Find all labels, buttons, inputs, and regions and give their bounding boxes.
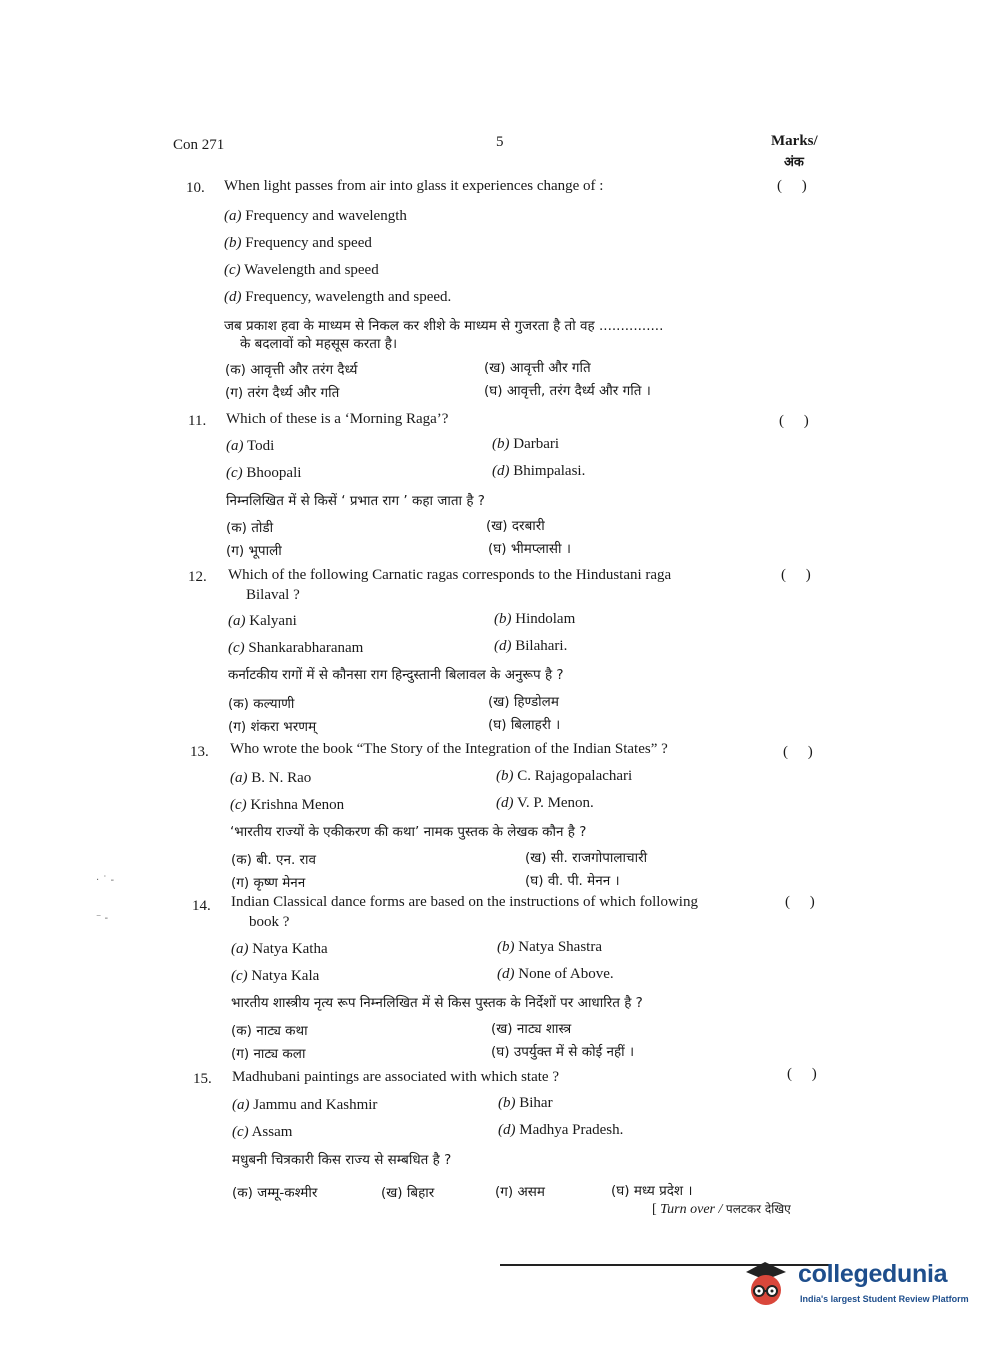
question-number: 13. — [190, 744, 209, 760]
answer-box: ( ) — [777, 178, 815, 194]
option-d: (d) Madhya Pradesh. — [498, 1122, 624, 1138]
option-c: (c) Natya Kala — [231, 968, 320, 984]
turn-over-note: [ Turn over / पलटकर देखिए — [652, 1202, 791, 1217]
option-a: (a) Todi — [226, 438, 275, 454]
option-d: (d) Frequency, wavelength and speed. — [224, 289, 452, 305]
question-number: 10. — [186, 180, 205, 196]
option-a: (a) Jammu and Kashmir — [232, 1097, 378, 1113]
option-gha: (घ) भीमप्लासी । — [488, 541, 571, 557]
answer-box: ( ) — [779, 413, 817, 429]
question-text-line2: Bilaval ? — [246, 587, 300, 603]
option-c: (c) Shankarabharanam — [228, 640, 364, 656]
option-gha: (घ) बिलाहरी । — [488, 717, 561, 733]
option-c: (c) Krishna Menon — [230, 797, 345, 813]
option-kha: (ख) दरबारी — [486, 518, 545, 534]
question-text-hindi-line2: के बदलावों को महसूस करता है। — [240, 336, 398, 352]
marks-label-hindi: अंक — [784, 155, 804, 170]
option-b: (b) Bihar — [498, 1095, 553, 1111]
question-text: Which of these is a ‘Morning Raga’? — [226, 411, 449, 427]
option-ka: (क) तोडी — [226, 520, 274, 536]
page-number: 5 — [496, 134, 504, 150]
marks-label: Marks/ — [771, 133, 818, 149]
answer-box: ( ) — [783, 744, 821, 760]
brand-name: collegedunia — [798, 1260, 948, 1288]
question-text: Who wrote the book “The Story of the Integration of the Indian States” ? — [230, 741, 668, 757]
answer-box: ( ) — [781, 567, 819, 583]
collegedunia-watermark — [740, 1252, 970, 1312]
option-a: (a) Kalyani — [228, 613, 297, 629]
brand-tagline: India's largest Student Review Platform — [800, 1294, 969, 1304]
option-ka: (क) आवृत्ती और तरंग दैर्ध्य — [225, 362, 358, 378]
question-text: Which of the following Carnatic ragas corresponds to the Hindustani raga — [228, 567, 672, 583]
question-number: 12. — [188, 569, 207, 585]
option-b: (b) Natya Shastra — [497, 939, 602, 955]
question-number: 14. — [192, 898, 211, 914]
question-text-hindi: जब प्रकाश हवा के माध्यम से निकल कर शीशे के माध्यम से गुजरता है तो वह ............... — [224, 318, 664, 334]
paper-code: Con 271 — [173, 137, 225, 153]
option-ka: (क) नाट्य कथा — [231, 1023, 308, 1039]
option-ga: (ग) शंकरा भरणम् — [228, 719, 317, 735]
option-ka: (क) जम्मू-कश्मीर — [232, 1185, 318, 1201]
option-kha: (ख) आवृत्ती और गति — [484, 360, 591, 376]
option-ka: (क) बी. एन. राव — [231, 852, 317, 868]
collegedunia-mascot-icon — [740, 1258, 790, 1308]
option-b: (b) C. Rajagopalachari — [496, 768, 633, 784]
option-gha: (घ) उपर्युक्त में से कोई नहीं । — [491, 1044, 635, 1060]
option-ka: (क) कल्याणी — [228, 696, 295, 712]
answer-box: ( ) — [785, 894, 823, 910]
option-gha: (घ) मध्य प्रदेश । — [611, 1183, 693, 1199]
question-text-hindi: निम्नलिखित में से किसें ‘ प्रभात राग ’ कहा जाता है ? — [226, 493, 485, 509]
scan-speck: · ˙ - — [96, 875, 115, 886]
option-ga: (ग) तरंग दैर्ध्य और गति — [225, 385, 340, 401]
option-a: (a) Frequency and wavelength — [224, 208, 407, 224]
option-c: (c) Wavelength and speed — [224, 262, 379, 278]
option-b: (b) Darbari — [492, 436, 560, 452]
option-gha: (घ) आवृत्ती, तरंग दैर्ध्य और गति । — [484, 383, 651, 399]
question-text: Madhubani paintings are associated with which state ? — [232, 1069, 559, 1085]
option-d: (d) Bhimpalasi. — [492, 463, 586, 479]
option-c: (c) Assam — [232, 1124, 293, 1140]
answer-box: ( ) — [787, 1066, 825, 1082]
option-a: (a) Natya Katha — [231, 941, 328, 957]
question-text-hindi: मधुबनी चित्रकारी किस राज्य से सम्बधित है ? — [232, 1152, 452, 1168]
option-gha: (घ) वी. पी. मेनन । — [525, 873, 620, 889]
scan-speck: ⁻ - — [96, 913, 109, 924]
option-kha: (ख) बिहार — [381, 1185, 435, 1201]
question-number: 15. — [193, 1071, 212, 1087]
option-kha: (ख) सी. राजगोपालाचारी — [525, 850, 648, 866]
question-number: 11. — [188, 413, 207, 429]
option-kha: (ख) हिण्डोलम — [488, 694, 559, 710]
option-ga: (ग) भूपाली — [226, 543, 282, 559]
question-text-hindi: कर्नाटकीय रागों में से कौनसा राग हिन्दुस्तानी बिलावल के अनुरूप है ? — [228, 667, 564, 683]
option-a: (a) B. N. Rao — [230, 770, 312, 786]
option-c: (c) Bhoopali — [226, 465, 302, 481]
option-ga: (ग) नाट्य कला — [231, 1046, 306, 1062]
option-d: (d) None of Above. — [497, 966, 614, 982]
question-text: Indian Classical dance forms are based on the instructions of which following — [231, 894, 698, 910]
question-text-hindi: ‘भारतीय राज्यों के एकीकरण की कथा’ नामक पुस्तक के लेखक कौन है ? — [230, 824, 587, 840]
option-kha: (ख) नाट्य शास्त्र — [491, 1021, 572, 1037]
option-ga: (ग) कृष्ण मेनन — [231, 875, 306, 891]
option-d: (d) V. P. Menon. — [496, 795, 594, 811]
option-b: (b) Hindolam — [494, 611, 576, 627]
option-b: (b) Frequency and speed — [224, 235, 372, 251]
question-text-hindi: भारतीय शास्त्रीय नृत्य रूप निम्नलिखित में से किस पुस्तक के निर्देशों पर आधारित है ? — [231, 995, 643, 1011]
question-text: When light passes from air into glass it experiences change of : — [224, 178, 604, 194]
question-text-line2: book ? — [249, 914, 290, 930]
option-ga: (ग) असम — [495, 1184, 545, 1200]
option-d: (d) Bilahari. — [494, 638, 568, 654]
